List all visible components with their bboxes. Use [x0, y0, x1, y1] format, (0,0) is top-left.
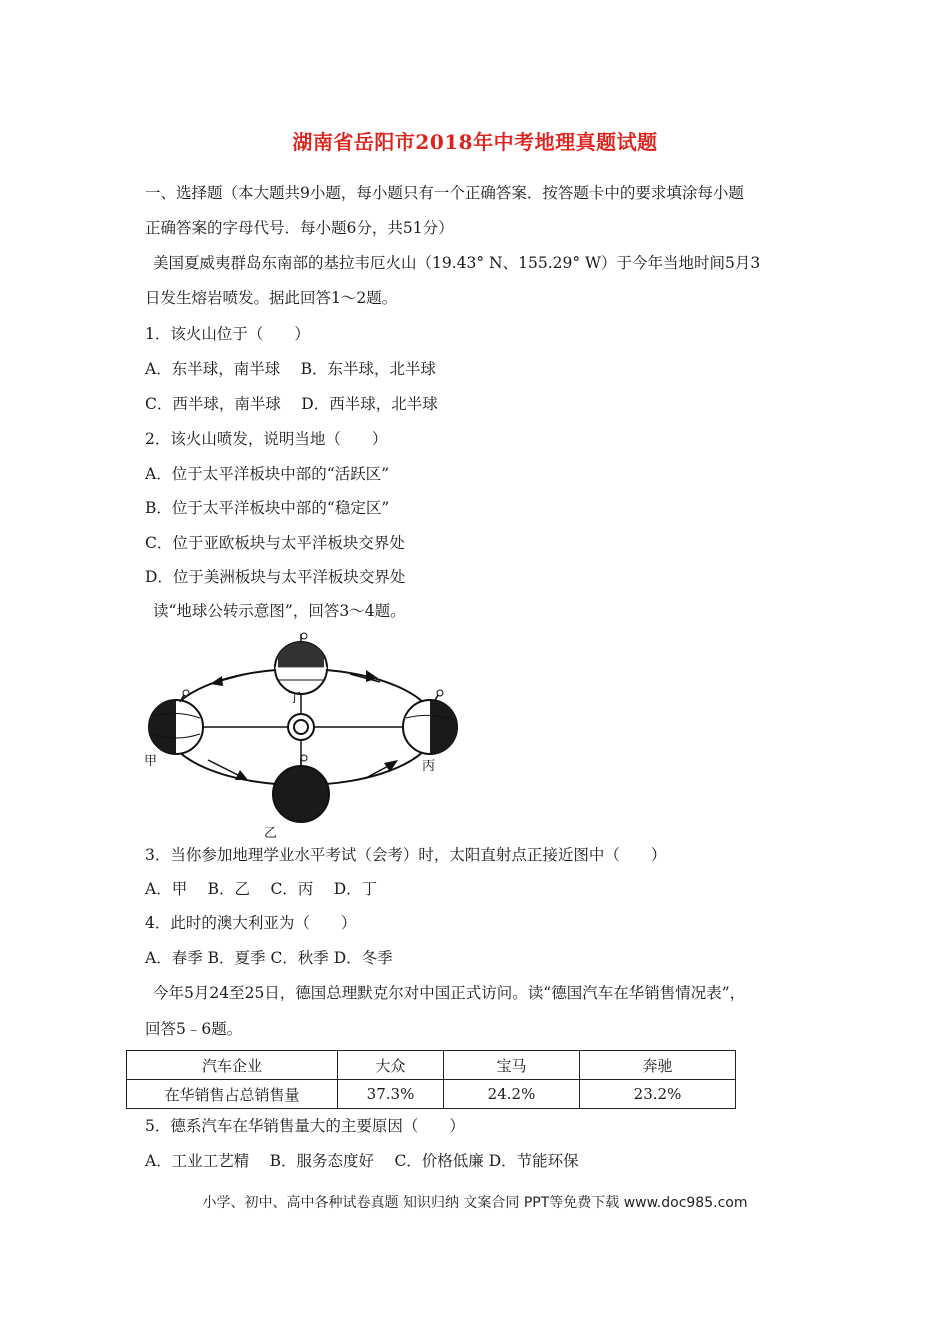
sun-icon — [288, 714, 314, 740]
q1-options-row1: A．东半球，南半球 B．东半球，北半球 — [145, 360, 437, 378]
q4-options: A．春季 B．夏季 C．秋季 D．冬季 — [145, 949, 393, 967]
section-heading-line2: 正确答案的字母代号．每小题6分，共51分） — [145, 219, 454, 237]
passage3-line1: 今年5月24至25日，德国总理默克尔对中国正式访问。读“德国汽车在华销售情况表”， — [153, 984, 746, 1002]
earth-revolution-diagram — [138, 630, 468, 845]
arrow-icon-upper-left — [210, 674, 246, 686]
q2-option-c: C．位于亚欧板块与太平洋板块交界处 — [145, 534, 405, 552]
q2-stem: 2．该火山喷发，说明当地（ ） — [145, 430, 388, 448]
table-header-cell: 宝马 — [444, 1051, 580, 1080]
q2-option-a: A．位于太平洋板块中部的“活跃区” — [145, 465, 390, 483]
table-header-row — [127, 1051, 736, 1080]
q1-stem: 1．该火山位于（ ） — [145, 325, 310, 343]
q3-options: A．甲 B．乙 C．丙 D．丁 — [145, 880, 378, 898]
arrow-icon-lower-left — [208, 760, 248, 780]
table-cell: 在华销售占总销售量 — [127, 1080, 338, 1109]
q4-stem: 4．此时的澳大利亚为（ ） — [145, 914, 357, 932]
q5-options: A．工业工艺精 B．服务态度好 C．价格低廉 D．节能环保 — [145, 1152, 579, 1170]
car-sales-table — [126, 1050, 736, 1109]
earth-ding — [275, 633, 327, 694]
q5-stem: 5．德系汽车在华销售量大的主要原因（ ） — [145, 1117, 465, 1135]
earth-jia — [149, 690, 203, 754]
table-cell: 37.3% — [338, 1080, 444, 1109]
section-heading-line1: 一、选择题（本大题共9小题，每小题只有一个正确答案．按答题卡中的要求填涂每小题 — [145, 184, 744, 202]
q2-option-d: D．位于美洲板块与太平洋板块交界处 — [145, 568, 406, 586]
passage3-line2: 回答5﹣6题。 — [145, 1020, 243, 1038]
q1-options-row2: C．西半球，南半球 D．西半球，北半球 — [145, 395, 438, 413]
earth-yi — [273, 755, 329, 822]
table-cell: 24.2% — [444, 1080, 580, 1109]
table-header-cell: 大众 — [338, 1051, 444, 1080]
label-bing: 丙 — [422, 759, 436, 774]
table-header-cell: 汽车企业 — [127, 1051, 338, 1080]
passage1-line2: 日发生熔岩喷发。据此回答1～2题。 — [145, 289, 398, 307]
footer-note: 小学、初中、高中各种试卷真题 知识归纳 文案合同 PPT等免费下载 www.doc985.com — [202, 1195, 748, 1211]
page-title: 湖南省岳阳市2018年中考地理真题试题 — [292, 130, 658, 154]
table-row — [127, 1080, 736, 1109]
earth-bing — [403, 690, 457, 754]
table-header-cell: 奔驰 — [580, 1051, 736, 1080]
passage2: 读“地球公转示意图”，回答3～4题。 — [153, 602, 406, 620]
passage1-line1: 美国夏威夷群岛东南部的基拉韦厄火山（19.43° N、155.29° W）于今年当地时间5月3 — [153, 254, 761, 272]
label-yi: 乙 — [264, 826, 278, 841]
q2-option-b: B．位于太平洋板块中部的“稳定区” — [145, 499, 390, 517]
label-jia: 甲 — [144, 754, 158, 769]
label-ding: 丁 — [288, 691, 302, 706]
q3-stem: 3．当你参加地理学业水平考试（会考）时，太阳直射点正接近图中（ ） — [145, 846, 667, 864]
table-cell: 23.2% — [580, 1080, 736, 1109]
